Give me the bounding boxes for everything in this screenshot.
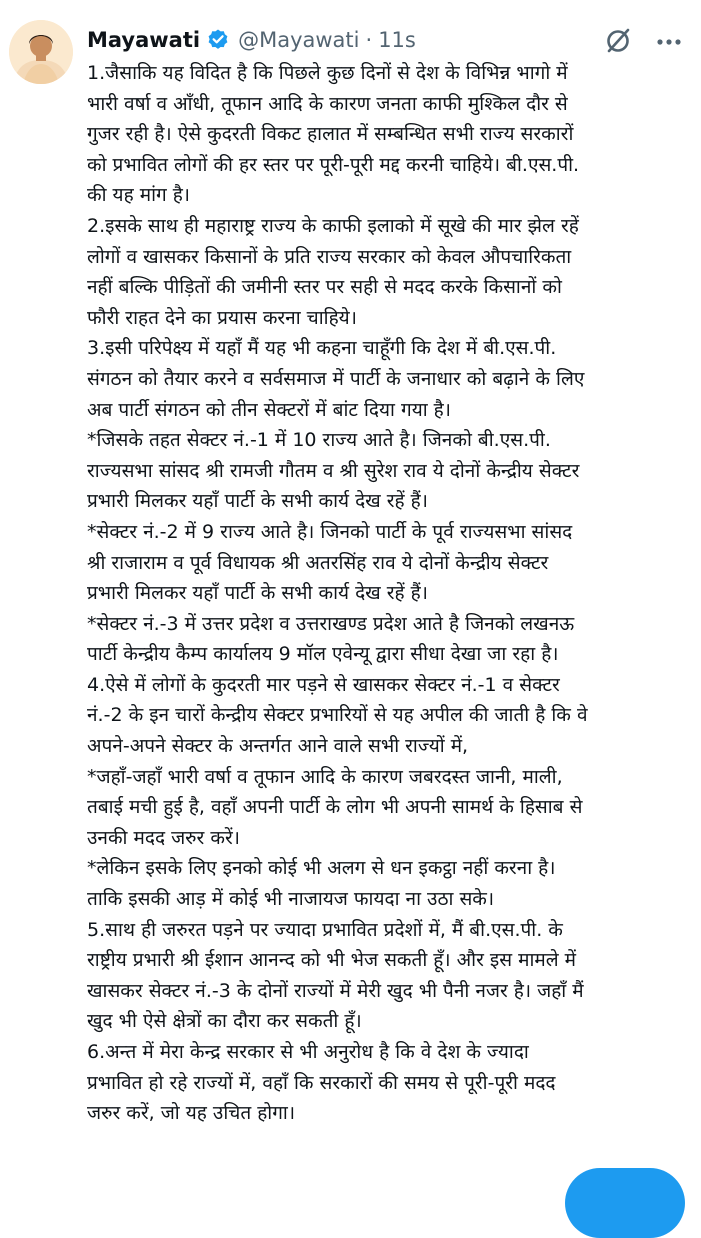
text-line: प्रभारी मिलकर यहाँ पार्टी के सभी कार्य देख रहें हैं।: [87, 490, 428, 513]
text-line: राज्यसभा सांसद श्री रामजी गौतम व श्री सुरेश राव ये दोनों केन्द्रीय सेक्टर: [87, 459, 580, 482]
avatar-portrait-icon: [9, 20, 73, 84]
text-line: 1.जैसाकि यह विदित है कि पिछले कुछ दिनों से देश के विभिन्न भागो में: [87, 62, 568, 84]
header-separator: ·: [365, 28, 373, 52]
tweet-text: [87, 58, 693, 1129]
text-line: संगठन को तैयार करने व सर्वसमाज में पार्टी के जनाधार को बढ़ाने के लिए: [87, 367, 585, 390]
text-line: ताकि इसकी आड़ में कोई भी नाजायज फायदा ना उठा सके।: [87, 888, 495, 911]
text-line: को प्रभावित लोगों की हर स्तर पर पूरी-पूरी मद्द करनी चाहिये। बी.एस.पी.: [87, 153, 580, 176]
text-line: 2.इसके साथ ही महाराष्ट्र राज्य के काफी इलाको में सूखे की मार झेल रहें: [87, 214, 579, 237]
text-line: जरुर करें, जो यह उचित होगा।: [87, 1102, 296, 1125]
text-line: अब पार्टी संगठन को तीन सेक्टरों में बांट दिया गया है।: [87, 398, 451, 421]
text-line: अपने-अपने सेक्टर के अन्तर्गत आने वाले सभी राज्यों में,: [87, 735, 469, 758]
text-line: नं.-2 के इन चारों केन्द्रीय सेक्टर प्रभारियों से यह अपील की जाती है कि वे: [87, 704, 588, 727]
text-line: गुजर रही है। ऐसे कुदरती विकट हालात में सम्बन्धित सभी राज्य सरकारों: [87, 123, 574, 146]
text-line: उनकी मदद जरुर करें।: [87, 826, 240, 849]
text-line: प्रभावित हो रहे राज्यों में, वहाँ कि सरकारों की समय से पूरी-पूरी मदद: [87, 1071, 556, 1094]
text-line: *सेक्टर नं.-3 में उत्तर प्रदेश व उत्तराखण्ड प्रदेश आते है जिनको लखनऊ: [87, 612, 575, 635]
text-line: तबाई मची हुई है, वहाँ अपनी पार्टी के लोग भी अपनी सामर्थ के हिसाब से: [87, 796, 583, 819]
text-line: खुद भी ऐसे क्षेत्रों का दौरा कर सकती हूँ।: [87, 1010, 362, 1033]
tweet-timestamp[interactable]: 11s: [378, 28, 416, 52]
text-line: *जिसके तहत सेक्टर नं.-1 में 10 राज्य आते है। जिनको बी.एस.पी.: [87, 429, 551, 452]
tweet-header: [87, 24, 416, 56]
text-line: नहीं बल्कि पीड़ितों की जमीनी स्तर पर सही से मदद करके किसानों को: [87, 276, 562, 299]
text-line: फौरी राहत देने का प्रयास करना चाहिये।: [87, 306, 357, 329]
text-line: पार्टी केन्द्रीय कैम्प कार्यालय 9 मॉल एवेन्यू द्वारा सीधा देखा जा रहा है।: [87, 643, 559, 666]
compose-fab-button[interactable]: [565, 1168, 685, 1238]
text-line: भारी वर्षा व आँधी, तूफान आदि के कारण जनता काफी मुश्किल दौर से: [87, 92, 568, 115]
text-line: की यह मांग है।: [87, 184, 191, 207]
text-line: प्रभारी मिलकर यहाँ पार्टी के सभी कार्य देख रहें हैं।: [87, 582, 428, 605]
author-display-name[interactable]: Mayawati: [87, 28, 201, 52]
verified-badge-icon: [206, 28, 230, 52]
text-line: खासकर सेक्टर नं.-3 के दोनों राज्यों में मेरी खुद भी पैनी नजर है। जहाँ मैं: [87, 979, 584, 1002]
text-line: श्री राजाराम व पूर्व विधायक श्री अतरसिंह राव ये दोनों केन्द्रीय सेक्टर: [87, 551, 549, 574]
grok-slash-icon[interactable]: [603, 26, 633, 56]
more-options-icon[interactable]: [656, 30, 682, 54]
text-line: 4.ऐसे में लोगों के कुदरती मार पड़ने से खासकर सेक्टर नं.-1 व सेक्टर: [87, 673, 560, 696]
text-line: लोगों व खासकर किसानों के प्रति राज्य सरकार को केवल औपचारिकता: [87, 245, 572, 268]
text-line: *जहाँ-जहाँ भारी वर्षा व तूफान आदि के कारण जबरदस्त जानी, माली,: [87, 765, 563, 788]
text-line: 6.अन्त में मेरा केन्द्र सरकार से भी अनुरोध है कि वे देश के ज्यादा: [87, 1041, 529, 1063]
text-line: राष्ट्रीय प्रभारी श्री ईशान आनन्द को भी भेज सकती हूँ। और इस मामले में: [87, 949, 577, 972]
avatar[interactable]: [9, 20, 73, 84]
text-line: *सेक्टर नं.-2 में 9 राज्य आते है। जिनको पार्टी के पूर्व राज्यसभा सांसद: [87, 520, 573, 543]
text-line: 5.साथ ही जरुरत पड़ने पर ज्यादा प्रभावित प्रदेशों में, मैं बी.एस.पी. के: [87, 918, 563, 941]
text-line: 3.इसी परिपेक्ष्य में यहाँ मैं यह भी कहना चाहूँगी कि देश में बी.एस.पी.: [87, 337, 557, 360]
text-line: *लेकिन इसके लिए इनको कोई भी अलग से धन इकट्ठा नहीं करना है।: [87, 857, 556, 880]
author-handle[interactable]: @Mayawati: [238, 28, 360, 52]
